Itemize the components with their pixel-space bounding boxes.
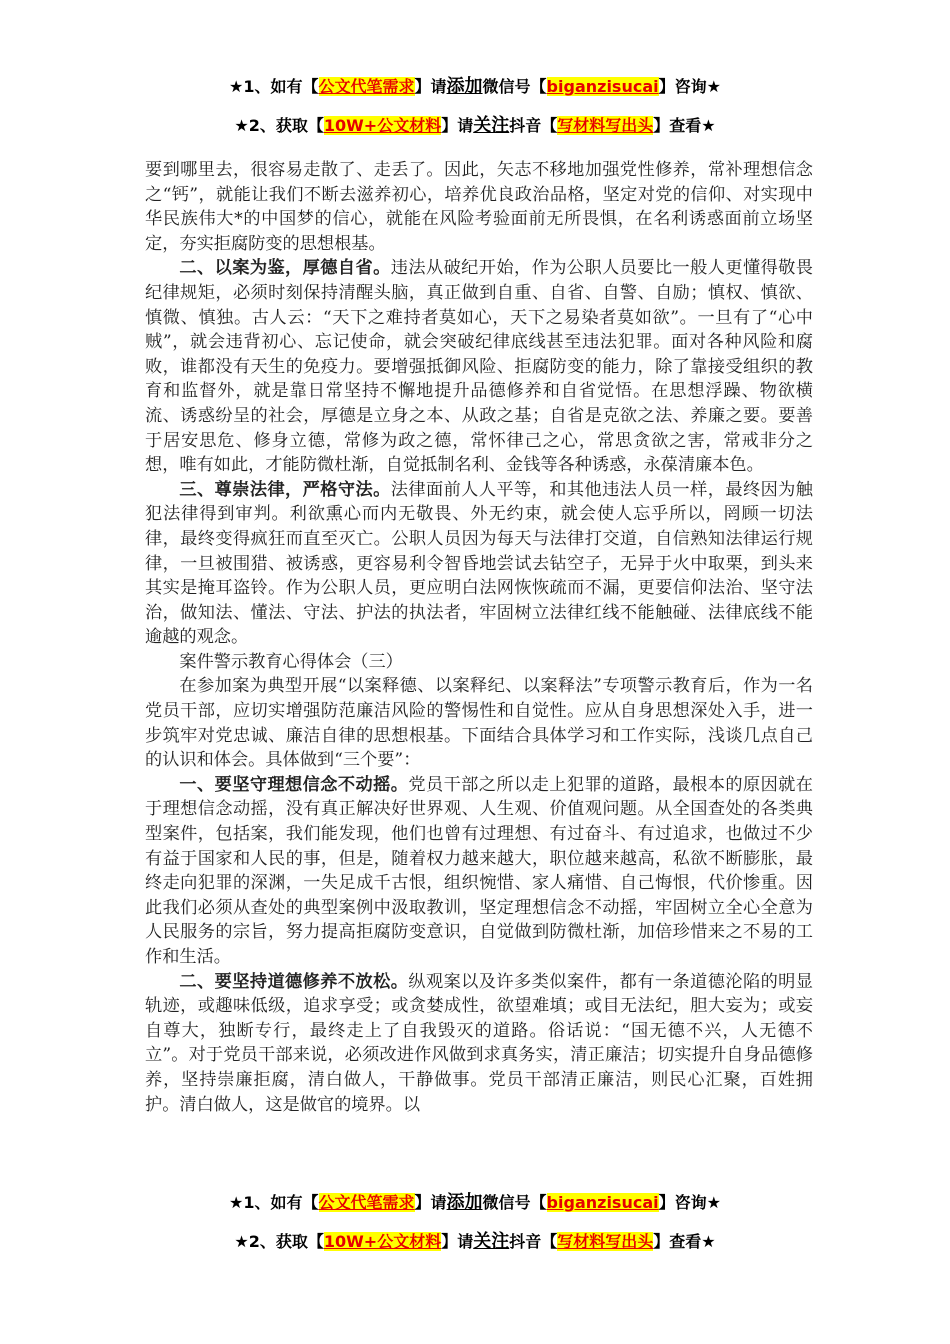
header-line-2 [0,111,950,137]
document-body [145,158,813,1117]
paragraph-2-text: 违法从破纪开始，作为公职人员要比一般人更懂得敬畏纪律规矩，必须时刻保持清醒头脑，真正做到自重、自省、自警、自励；慎权、慎欲、慎微、慎独。古人云：“天下之难持者莫如心，天下之易染者莫如欲”。一旦有了“心中贼”，就会违背初心、忘记使命，就会突破纪律底线甚至违法犯罪。面对各种风险和腐败，谁都没有天生的免疫力。要增强抵御风险、拒腐防变的能力，除了靠接受组织的教育和监督外，就是靠日常坚持不懈地提升品德修养和自省觉悟。在思想浮躁、物欲横流、诱惑纷呈的社会，厚德是立身之本、从政之基；自省是克欲之法、养廉之要。要善于居安思危、修身立德，常修为政之德，常怀律己之心，常思贪欲之害，常戒非分之想，唯有如此，才能防微杜渐，自觉抵制名利、金钱等各种诱惑，永葆清廉本色。 [145,258,813,476]
header-2-suffix: 】查看★ [653,116,716,135]
header-2-mid2: 抖音【 [509,116,558,135]
header-2-prefix: ★2、获取【 [234,116,324,135]
paragraph-6-text: 纵观案以及许多类似案件，都有一条道德沦陷的明显轨迹，或趣味低级，追求享受；或贪婪成性，欲望难填；或目无法纪，胆大妄为；或妄自尊大，独断专行，最终走上了自我毁灭的道路。俗话说：“国无德不兴，人无德不立”。对于党员干部来说，必须改进作风做到求真务实，清正廉洁；切实提升自身品德修养，坚持崇廉拒腐，清白做人，干静做事。党员干部清正廉洁，则民心汇聚，百姓拥护。清白做人，这是做官的境界。以 [145,971,813,1115]
footer-1-underline: 添加 [446,1192,483,1213]
footer-2-mid2: 抖音【 [509,1232,558,1251]
footer-line-2 [0,1227,950,1253]
footer-1-prefix: ★1、如有【 [229,1193,319,1212]
header-2-douyin-name[interactable]: 写材料写出头 [557,116,654,135]
header-1-wechat-id[interactable]: biganzisucai [546,77,659,96]
paragraph-3 [145,478,813,650]
paragraph-2 [145,256,813,477]
footer-2-douyin-name[interactable]: 写材料写出头 [557,1232,654,1251]
section-heading-3: 三、尊崇法律，严格守法。 [179,479,391,500]
header-2-mid: 】请 [441,116,474,135]
header-1-mid2: 微信号【 [482,77,547,96]
footer-1-wechat-id[interactable]: biganzisucai [546,1193,659,1212]
article-title-3: 案件警示教育心得体会（三） [179,651,403,672]
footer-line-1 [0,1188,950,1214]
paragraph-4: 在参加案为典型开展“以案释德、以案释纪、以案释法”专项警示教育后，作为一名党员干部，应切实增强防范廉洁风险的警惕性和自觉性。应从自身思想深处入手，进一步筑牢对党忠诚、廉洁自律的思想根基。下面结合具体学习和工作实际，浅谈几点自己的认识和体会。具体做到“三个要”： [145,676,813,771]
footer-2-underline: 关注 [473,1231,510,1252]
footer-1-highlight[interactable]: 公文代笔需求 [318,1193,415,1212]
header-1-highlight[interactable]: 公文代笔需求 [318,77,415,96]
footer-1-suffix: 】咨询★ [658,1193,721,1212]
paragraph-5-text: 党员干部之所以走上犯罪的道路，最根本的原因就在于理想信念动摇，没有真正解决好世界观、人生观、价值观问题。从全国查处的各类典型案件，包括案，我们能发现，他们也曾有过理想、有过奋斗、有过追求，也做过不少有益于国家和人民的事，但是，随着权力越来越大，职位越来越高，私欲不断膨胀，最终走向犯罪的深渊，一失足成千古恨，组织惋惜、家人痛惜、自己悔恨，代价惨重。因此我们必须从查处的典型案例中汲取教训，坚定理想信念不动摇，牢固树立全心全意为人民服务的宗旨，努力提高拒腐防变意识，自觉做到防微杜渐，加倍珍惜来之不易的工作和生活。 [145,774,813,967]
header-1-prefix: ★1、如有【 [229,77,319,96]
footer-2-prefix: ★2、获取【 [234,1232,324,1251]
footer-1-mid2: 微信号【 [482,1193,547,1212]
paragraph-1: 要到哪里去，很容易走散了、走丢了。因此，矢志不移地加强党性修养，常补理想信念之“钙”，就能让我们不断去滋养初心，培养优良政治品格，坚定对党的信仰、对实现中华民族伟大*的中国梦的信心，就能在风险考验面前无所畏惧，在名利诱惑面前立场坚定，夯实拒腐防变的思想根基。 [145,160,813,254]
section-heading-6: 二、要坚持道德修养不放松。 [179,971,409,992]
paragraph-5 [145,773,813,970]
header-1-mid: 】请 [414,77,447,96]
section-heading-2: 二、以案为鉴，厚德自省。 [179,258,391,279]
footer-2-suffix: 】查看★ [653,1232,716,1251]
footer-1-mid: 】请 [414,1193,447,1212]
header-line-1 [0,72,950,98]
paragraph-3-text: 法律面前人人平等，和其他违法人员一样，最终因为触犯法律得到审判。利欲熏心而内无敬畏、外无约束，就会使人忘乎所以，罔顾一切法律，最终变得疯狂而直至灭亡。公职人员因为每天与法律打交道，自信熟知法律运行规律，一旦被围猎、被诱惑，更容易利令智昏地尝试去钻空子，无异于火中取栗，到头来其实是掩耳盗铃。作为公职人员，更应明白法网恢恢疏而不漏，更要信仰法治、坚守法治，做知法、懂法、守法、护法的执法者，牢固树立法律红线不能触碰、法律底线不能逾越的观念。 [145,479,813,648]
header-1-underline: 添加 [446,76,483,97]
header-2-underline: 关注 [473,115,510,136]
footer-2-highlight[interactable]: 10W+公文材料 [323,1232,442,1251]
header-2-highlight[interactable]: 10W+公文材料 [323,116,442,135]
paragraph-6 [145,970,813,1118]
section-heading-5: 一、要坚守理想信念不动摇。 [179,774,409,795]
header-1-suffix: 】咨询★ [658,77,721,96]
footer-2-mid: 】请 [441,1232,474,1251]
